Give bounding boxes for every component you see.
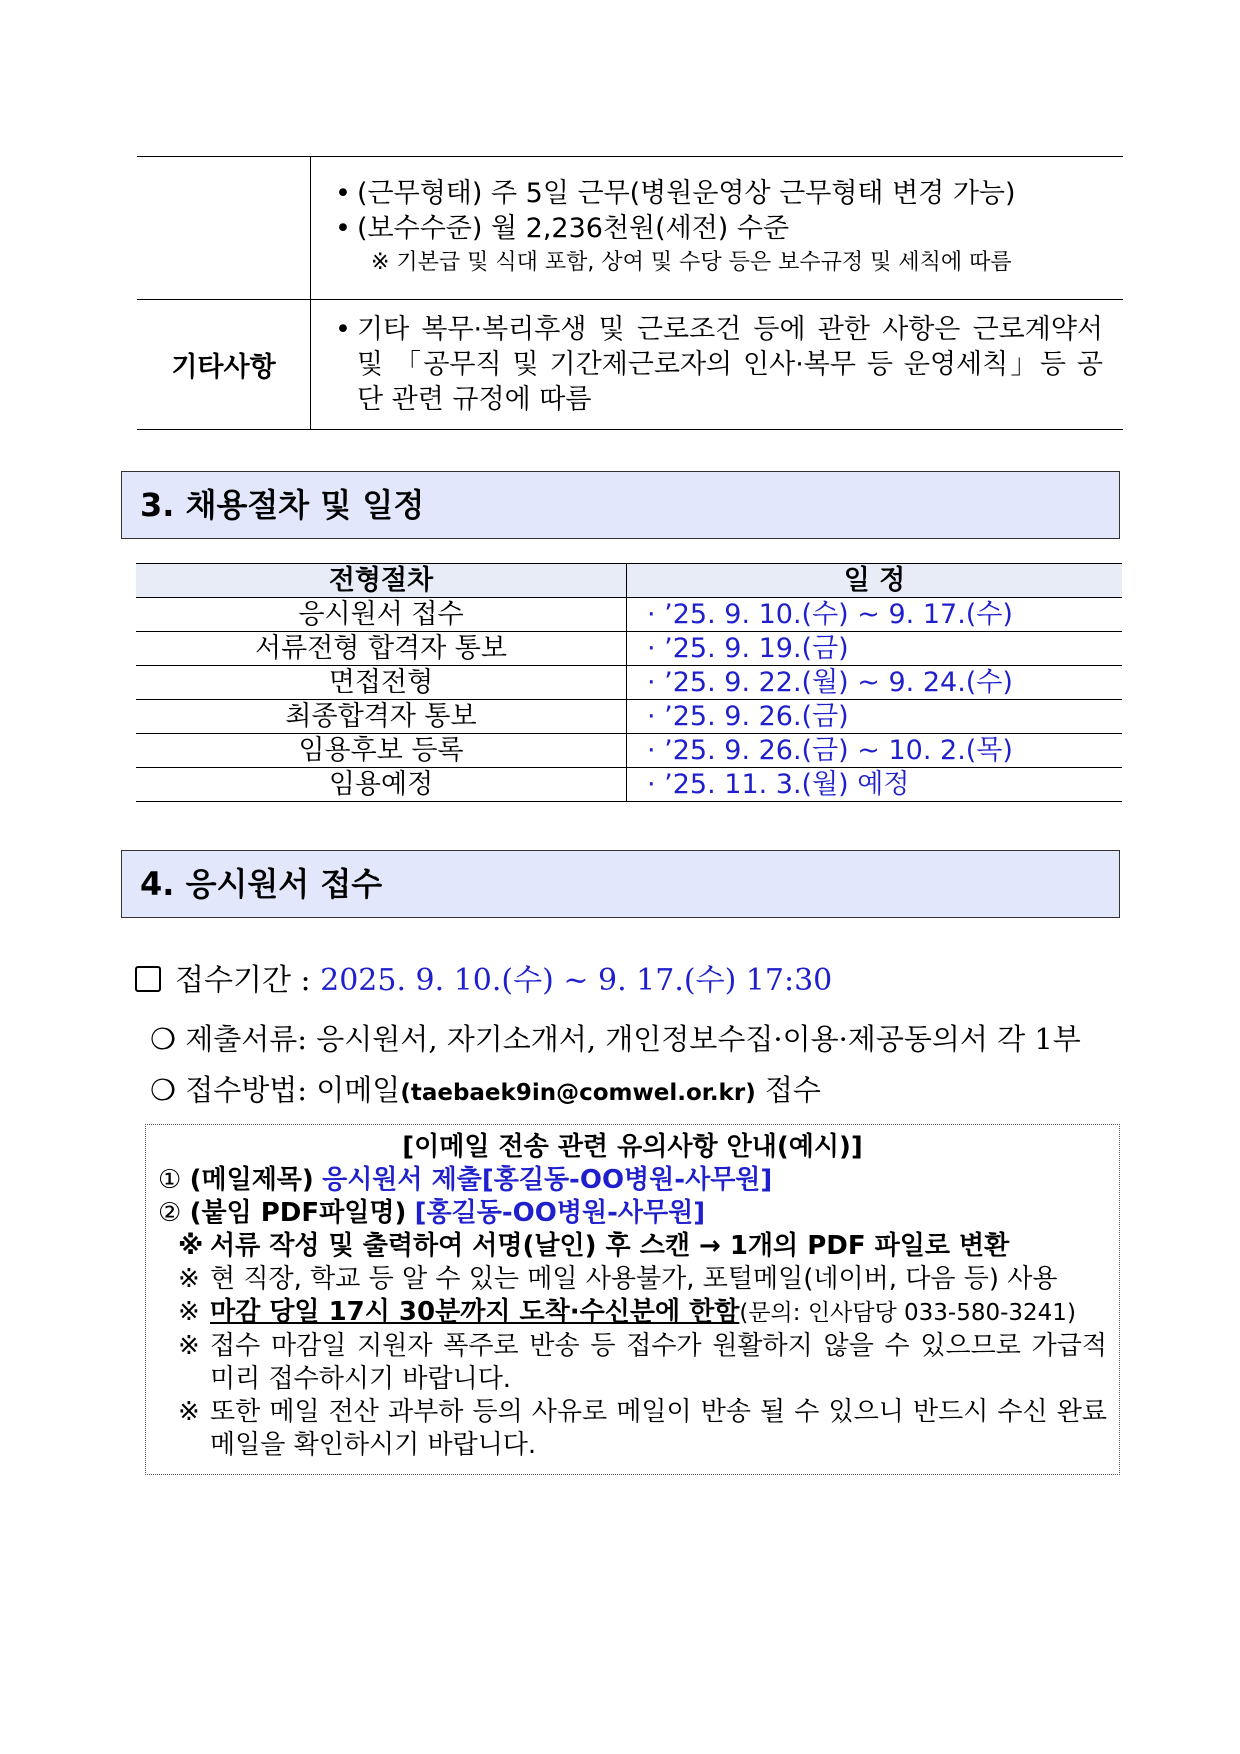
list-item: • (근무형태) 주 5일 근무(병원운영상 근무형태 변경 가능) <box>335 178 1016 209</box>
list-item: ※ 접수 마감일 지원자 폭주로 반송 등 접수가 원활하지 않을 수 있으므로 가급적 미리 접수하시기 바랍니다. <box>178 1331 1107 1394</box>
table-row: 응시원서 접수 · ’25. 9. 10.(수) ~ 9. 17.(수) <box>136 598 1122 632</box>
column-header: 전형절차 <box>136 564 627 598</box>
table-row: 임용예정 · ’25. 11. 3.(월) 예정 <box>136 768 1122 802</box>
list-item: ※ 서류 작성 및 출력하여 서명(날인) 후 스캔 → 1개의 PDF 파일로 변환 <box>178 1231 1010 1261</box>
list-item: ※ 마감 당일 17시 30분까지 도착·수신분에 한함(문의: 인사담당 033-580-3241) <box>178 1297 1076 1327</box>
notice-title: [이메일 전송 관련 유의사항 안내(예시)] <box>402 1132 863 1162</box>
list-item: ※ 현 직장, 학교 등 알 수 있는 메일 사용불가, 포털메일(네이버, 다음 등) 사용 <box>178 1264 1058 1294</box>
bullet-icon: • <box>335 314 351 345</box>
list-item: ② (붙임 PDF파일명) [홍길동-OO병원-사무원] <box>158 1198 706 1228</box>
conditions-table <box>137 156 1123 430</box>
row-label <box>137 157 311 300</box>
list-item: ① (메일제목) 응시원서 제출[홍길동-OO병원-사무원] <box>158 1165 773 1195</box>
schedule-table <box>136 563 1122 802</box>
method-line: ❍ 접수방법: 이메일(taebaek9in@comwel.or.kr) 접수 <box>150 1073 821 1107</box>
table-row: 면접전형 · ’25. 9. 22.(월) ~ 9. 24.(수) <box>136 666 1122 700</box>
list-item: ※ 또한 메일 전산 과부하 등의 사유로 메일이 반송 될 수 있으니 반드시 수신 완료 메일을 확인하시기 바랍니다. <box>178 1397 1107 1460</box>
table-header-row <box>136 564 1122 598</box>
list-item: • (보수수준) 월 2,236천원(세전) 수준 <box>335 213 790 244</box>
table-row: 임용후보 등록 · ’25. 9. 26.(금) ~ 10. 2.(목) <box>136 734 1122 768</box>
period-value: 2025. 9. 10.(수) ~ 9. 17.(수) 17:30 <box>320 963 833 998</box>
row-label: 기타사항 <box>137 300 311 430</box>
section-title: 4. 응시원서 접수 <box>121 850 1120 918</box>
checkbox-square-icon <box>135 966 161 992</box>
table-row <box>137 157 1123 300</box>
table-row: 최종합격자 통보 · ’25. 9. 26.(금) <box>136 700 1122 734</box>
bullet-icon: • <box>335 213 351 244</box>
email-address: (taebaek9in@comwel.or.kr) <box>400 1080 756 1106</box>
circle-bullet-icon: ❍ <box>150 1073 176 1107</box>
note-text: ※ 기본급 및 식대 포함, 상여 및 수당 등은 보수규정 및 세칙에 따름 <box>371 250 1012 275</box>
section-title: 3. 채용절차 및 일정 <box>121 471 1120 539</box>
period-line: 접수기간 : 2025. 9. 10.(수) ~ 9. 17.(수) 17:30 <box>135 955 832 999</box>
email-notice-box <box>145 1124 1120 1475</box>
table-row: 서류전형 합격자 통보 · ’25. 9. 19.(금) <box>136 632 1122 666</box>
docs-line: ❍ 제출서류: 응시원서, 자기소개서, 개인정보수집·이용·제공동의서 각 1부 <box>150 1022 1081 1056</box>
table-row <box>137 300 1123 430</box>
column-header: 일 정 <box>627 564 1123 598</box>
bullet-icon: • <box>335 178 351 209</box>
list-item: • 기타 복무·복리후생 및 근로조건 등에 관한 사항은 근로계약서 및 「공무직 및 기간제근로자의 인사·복무 등 운영세칙」등 공단 관련 규정에 따름 <box>335 314 1103 415</box>
circle-bullet-icon: ❍ <box>150 1022 176 1056</box>
